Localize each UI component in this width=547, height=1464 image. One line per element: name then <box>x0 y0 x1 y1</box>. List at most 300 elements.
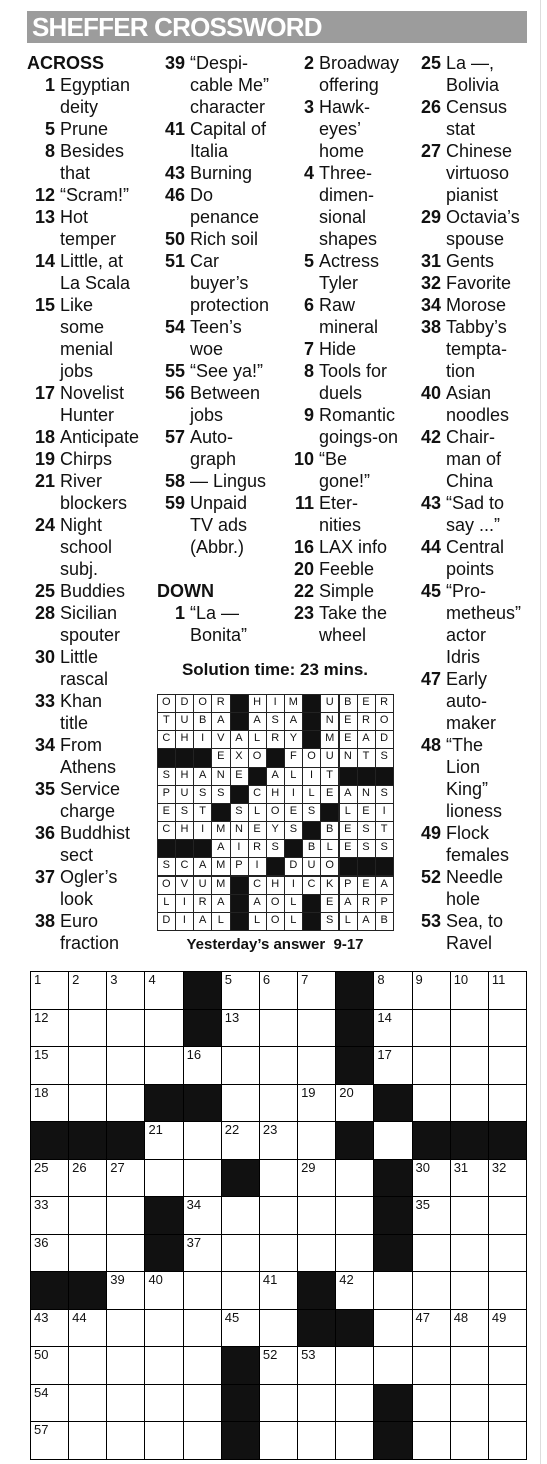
cell-number: 22 <box>224 1122 240 1138</box>
answer-black-square <box>175 748 194 767</box>
clue-down-8 <box>284 360 409 404</box>
solution-time: Solution time: 23 mins. <box>181 660 369 679</box>
grid-cell[interactable] <box>106 1271 145 1310</box>
grid-cell[interactable] <box>221 1046 260 1085</box>
grid-cell[interactable] <box>412 1309 451 1348</box>
grid-cell[interactable] <box>221 971 260 1010</box>
answer-letter: R <box>375 694 394 713</box>
answer-letter: A <box>193 912 212 931</box>
answer-letter: H <box>266 876 285 895</box>
grid-cell[interactable] <box>144 1346 183 1385</box>
answer-black-square <box>284 839 303 858</box>
clue-text: Khan title <box>60 691 103 733</box>
clue-across-36 <box>27 822 155 866</box>
answer-letter: U <box>193 876 212 895</box>
grid-cell[interactable] <box>106 1234 145 1273</box>
grid-cell[interactable] <box>30 1159 69 1198</box>
clue-across-18 <box>27 426 155 448</box>
clue-down-44 <box>411 536 539 580</box>
clue-text: Early auto- maker <box>446 669 497 733</box>
answer-letter: B <box>320 821 339 840</box>
grid-cell[interactable] <box>335 1271 374 1310</box>
grid-cell[interactable] <box>259 1046 298 1085</box>
clue-number: 30 <box>34 647 55 667</box>
clue-text: Eter- nities <box>319 493 362 535</box>
answer-letter: R <box>193 894 212 913</box>
grid-cell[interactable] <box>412 1046 451 1085</box>
cell-number: 45 <box>224 1309 240 1325</box>
grid-cell[interactable] <box>488 1234 527 1273</box>
grid-black-square <box>68 1271 107 1310</box>
grid-cell[interactable] <box>488 1271 527 1310</box>
grid-black-square <box>221 1384 260 1423</box>
grid-cell[interactable] <box>106 1309 145 1348</box>
clue-down-9 <box>284 404 409 448</box>
clue-down-32 <box>411 272 539 294</box>
grid-cell[interactable] <box>30 1421 69 1460</box>
answer-black-square <box>193 839 212 858</box>
grid-cell[interactable] <box>221 1309 260 1348</box>
grid-cell[interactable] <box>450 1309 489 1348</box>
grid-cell[interactable] <box>297 1196 336 1235</box>
clue-number: 11 <box>294 493 314 513</box>
grid-cell[interactable] <box>259 1084 298 1123</box>
grid-cell[interactable] <box>297 1046 336 1085</box>
grid-cell[interactable] <box>68 1384 107 1423</box>
clue-text: Chirps <box>60 449 113 469</box>
grid-cell[interactable] <box>335 1384 374 1423</box>
grid-cell[interactable] <box>450 971 489 1010</box>
grid-cell[interactable] <box>412 1159 451 1198</box>
clue-text: Little rascal <box>60 647 109 689</box>
grid-cell[interactable] <box>144 1046 183 1085</box>
clue-down-3 <box>284 96 409 162</box>
clue-number: 33 <box>34 691 55 711</box>
grid-cell[interactable] <box>144 1121 183 1160</box>
grid-cell[interactable] <box>297 1159 336 1198</box>
grid-cell[interactable] <box>488 1309 527 1348</box>
answer-letter: A <box>339 785 358 804</box>
grid-cell[interactable] <box>259 1159 298 1198</box>
answer-letter: I <box>302 767 321 786</box>
grid-black-square <box>183 1009 222 1048</box>
answer-letter: E <box>248 821 267 840</box>
clue-number: 49 <box>420 823 441 843</box>
grid-black-square <box>221 1421 260 1460</box>
grid-cell[interactable] <box>221 1234 260 1273</box>
clue-text: Needle hole <box>446 867 504 909</box>
grid-cell[interactable] <box>183 1234 222 1273</box>
grid-cell[interactable] <box>183 1271 222 1310</box>
answer-letter: A <box>211 839 230 858</box>
grid-cell[interactable] <box>412 1234 451 1273</box>
grid-cell[interactable] <box>335 1234 374 1273</box>
clue-across-24 <box>27 514 155 580</box>
grid-cell[interactable] <box>68 1234 107 1273</box>
grid-cell[interactable] <box>450 1046 489 1085</box>
grid-cell[interactable] <box>488 1196 527 1235</box>
clue-number: 45 <box>420 581 441 601</box>
grid-cell[interactable] <box>412 1384 451 1423</box>
clue-text: Gents <box>446 251 495 271</box>
grid-cell[interactable] <box>30 1046 69 1085</box>
grid-cell[interactable] <box>450 1234 489 1273</box>
grid-cell[interactable] <box>450 1346 489 1385</box>
cell-number: 40 <box>148 1272 163 1288</box>
answer-black-square <box>357 857 376 876</box>
answer-letter: V <box>211 730 230 749</box>
grid-cell[interactable] <box>183 1196 222 1235</box>
grid-cell[interactable] <box>221 1121 260 1160</box>
down-clues-column-2 <box>411 52 539 954</box>
grid-cell[interactable] <box>297 1384 336 1423</box>
answer-letter: L <box>339 803 358 822</box>
answer-letter: H <box>248 694 267 713</box>
grid-cell[interactable] <box>68 971 107 1010</box>
clue-text: From Athens <box>60 735 117 777</box>
clue-text: Chinese virtuoso pianist <box>446 141 513 205</box>
grid-cell[interactable] <box>183 1046 222 1085</box>
answer-black-square <box>211 803 230 822</box>
grid-cell[interactable] <box>488 1009 527 1048</box>
grid-cell[interactable] <box>373 1346 412 1385</box>
clue-text: “The Lion King” lioness <box>446 735 503 821</box>
clue-down-53 <box>411 910 539 954</box>
answer-letter: R <box>357 712 376 731</box>
answer-black-square <box>230 894 249 913</box>
answer-letter: S <box>157 767 176 786</box>
grid-cell[interactable] <box>30 1346 69 1385</box>
down-clues-column-1 <box>284 52 409 646</box>
grid-cell[interactable] <box>412 1009 451 1048</box>
clue-text: Novelist Hunter <box>60 383 125 425</box>
grid-cell[interactable] <box>68 1046 107 1085</box>
clue-number: 47 <box>420 669 441 689</box>
grid-cell[interactable] <box>335 1421 374 1460</box>
clue-text: Teen’s woe <box>190 317 242 359</box>
answer-black-square <box>193 748 212 767</box>
grid-cell[interactable] <box>30 971 69 1010</box>
answer-black-square <box>357 767 376 786</box>
grid-cell[interactable] <box>30 1309 69 1348</box>
clue-number: 28 <box>34 603 55 623</box>
grid-cell[interactable] <box>183 1309 222 1348</box>
answer-letter: P <box>230 857 249 876</box>
grid-black-square <box>144 1196 183 1235</box>
clue-across-50 <box>157 228 293 250</box>
grid-cell[interactable] <box>488 1421 527 1460</box>
cell-number: 9 <box>415 972 423 987</box>
answer-letter: S <box>211 785 230 804</box>
grid-cell[interactable] <box>221 1009 260 1048</box>
grid-cell[interactable] <box>488 1159 527 1198</box>
answer-letter: I <box>175 894 194 913</box>
grid-cell[interactable] <box>221 1271 260 1310</box>
answer-letter: O <box>266 803 285 822</box>
grid-cell[interactable] <box>450 1421 489 1460</box>
clue-across-19 <box>27 448 155 470</box>
grid-cell[interactable] <box>68 1084 107 1123</box>
grid-cell[interactable] <box>259 1271 298 1310</box>
grid-cell[interactable] <box>335 1159 374 1198</box>
clue-across-5 <box>27 118 155 140</box>
grid-cell[interactable] <box>259 1234 298 1273</box>
grid-cell[interactable] <box>68 1159 107 1198</box>
grid-black-square <box>335 1309 374 1348</box>
grid-black-square <box>183 971 222 1010</box>
yesterday-answer-grid <box>157 694 393 934</box>
grid-black-square <box>30 1121 69 1160</box>
grid-cell[interactable] <box>106 1046 145 1085</box>
grid-cell[interactable] <box>221 1196 260 1235</box>
grid-cell[interactable] <box>450 1009 489 1048</box>
grid-cell[interactable] <box>259 1196 298 1235</box>
grid-cell[interactable] <box>183 1159 222 1198</box>
grid-cell[interactable] <box>106 971 145 1010</box>
grid-cell[interactable] <box>488 1084 527 1123</box>
clue-number: 8 <box>44 141 55 161</box>
answer-black-square <box>302 912 321 931</box>
clue-text: Hawk- eyes’ home <box>319 97 371 161</box>
grid-black-square <box>335 1046 374 1085</box>
answer-letter: S <box>157 857 176 876</box>
clue-text: Raw mineral <box>319 295 379 337</box>
clue-number: 53 <box>420 911 441 931</box>
grid-cell[interactable] <box>412 1271 451 1310</box>
answer-letter: E <box>339 712 358 731</box>
grid-cell[interactable] <box>259 1384 298 1423</box>
grid-cell[interactable] <box>373 1271 412 1310</box>
grid-cell[interactable] <box>30 1234 69 1273</box>
clue-down-20 <box>284 558 409 580</box>
grid-cell[interactable] <box>259 971 298 1010</box>
grid-cell[interactable] <box>144 1009 183 1048</box>
clue-text: Capital of Italia <box>190 119 267 161</box>
grid-cell[interactable] <box>183 1384 222 1423</box>
grid-cell[interactable] <box>450 1384 489 1423</box>
clue-number: 34 <box>34 735 55 755</box>
clue-down-43 <box>411 492 539 536</box>
clue-across-15 <box>27 294 155 382</box>
grid-cell[interactable] <box>412 1421 451 1460</box>
cell-number: 41 <box>262 1272 278 1288</box>
grid-cell[interactable] <box>183 1346 222 1385</box>
answer-letter: S <box>266 712 285 731</box>
answer-letter: T <box>320 767 339 786</box>
grid-cell[interactable] <box>259 1346 298 1385</box>
grid-cell[interactable] <box>106 1421 145 1460</box>
clue-down-25 <box>411 52 539 96</box>
grid-cell[interactable] <box>450 1084 489 1123</box>
clue-down-22 <box>284 580 409 602</box>
grid-cell[interactable] <box>373 1121 412 1160</box>
clue-number: 25 <box>34 581 55 601</box>
answer-letter: N <box>357 785 376 804</box>
grid-black-square <box>450 1121 489 1160</box>
clue-number: 1 <box>44 75 55 95</box>
grid-cell[interactable] <box>412 971 451 1010</box>
cell-number: 1 <box>34 972 42 987</box>
clue-number: 10 <box>293 449 314 469</box>
grid-cell[interactable] <box>106 1196 145 1235</box>
answer-letter: N <box>211 767 230 786</box>
grid-cell[interactable] <box>297 1234 336 1273</box>
grid-cell[interactable] <box>450 1271 489 1310</box>
cell-number: 19 <box>301 1084 316 1100</box>
grid-cell[interactable] <box>144 1271 183 1310</box>
clue-down-10 <box>284 448 409 492</box>
answer-letter: O <box>266 912 285 931</box>
answer-letter: E <box>157 803 176 822</box>
grid-cell[interactable] <box>450 1159 489 1198</box>
grid-cell[interactable] <box>297 1421 336 1460</box>
grid-cell[interactable] <box>144 1309 183 1348</box>
grid-cell[interactable] <box>335 1346 374 1385</box>
grid-cell[interactable] <box>106 1159 145 1198</box>
answer-letter: B <box>339 694 358 713</box>
grid-black-square <box>373 1384 412 1423</box>
clue-across-17 <box>27 382 155 426</box>
grid-cell[interactable] <box>297 1121 336 1160</box>
grid-cell[interactable] <box>221 1084 260 1123</box>
clue-number: 17 <box>34 383 55 403</box>
answer-letter: B <box>193 712 212 731</box>
grid-black-square <box>297 1271 336 1310</box>
answer-letter: O <box>157 694 176 713</box>
grid-cell[interactable] <box>373 1009 412 1048</box>
grid-cell[interactable] <box>412 1196 451 1235</box>
clue-text: Flock females <box>446 823 510 865</box>
answer-letter: E <box>357 803 376 822</box>
grid-cell[interactable] <box>297 971 336 1010</box>
clue-text: River blockers <box>60 471 128 513</box>
answer-black-square <box>230 712 249 731</box>
grid-cell[interactable] <box>412 1346 451 1385</box>
grid-cell[interactable] <box>68 1421 107 1460</box>
grid-cell[interactable] <box>488 1346 527 1385</box>
grid-cell[interactable] <box>68 1009 107 1048</box>
answer-letter: I <box>266 694 285 713</box>
cell-number: 13 <box>224 1009 240 1025</box>
answer-letter: E <box>357 876 376 895</box>
answer-letter: D <box>375 730 394 749</box>
grid-cell[interactable] <box>259 1121 298 1160</box>
clue-number: 59 <box>164 493 185 513</box>
answer-letter: F <box>284 748 303 767</box>
clue-text: Hide <box>319 339 357 359</box>
grid-black-square <box>373 1084 412 1123</box>
clue-number: 3 <box>303 97 314 117</box>
grid-cell[interactable] <box>450 1196 489 1235</box>
answer-letter: C <box>302 876 321 895</box>
grid-cell[interactable] <box>488 1384 527 1423</box>
grid-cell[interactable] <box>259 1309 298 1348</box>
clue-text: Three- dimen- sional shapes <box>319 163 378 249</box>
answer-letter: L <box>211 912 230 931</box>
answer-letter: H <box>175 730 194 749</box>
grid-cell[interactable] <box>106 1384 145 1423</box>
clue-across-41 <box>157 118 293 162</box>
cell-number: 49 <box>491 1309 507 1325</box>
answer-letter: A <box>266 767 285 786</box>
clue-number: 46 <box>164 185 185 205</box>
grid-cell[interactable] <box>335 1196 374 1235</box>
grid-cell[interactable] <box>488 1046 527 1085</box>
grid-cell[interactable] <box>106 1084 145 1123</box>
grid-cell[interactable] <box>183 1421 222 1460</box>
cell-number: 8 <box>377 972 385 987</box>
grid-cell[interactable] <box>144 971 183 1010</box>
grid-cell[interactable] <box>297 1084 336 1123</box>
grid-cell[interactable] <box>183 1121 222 1160</box>
answer-letter: X <box>230 748 249 767</box>
clue-number: 5 <box>44 119 55 139</box>
grid-cell[interactable] <box>373 1309 412 1348</box>
grid-cell[interactable] <box>68 1309 107 1348</box>
grid-cell[interactable] <box>106 1346 145 1385</box>
grid-cell[interactable] <box>68 1196 107 1235</box>
grid-cell[interactable] <box>30 1084 69 1123</box>
clue-text: — Lingus <box>190 471 267 491</box>
clue-text: Night school subj. <box>60 515 113 579</box>
answer-letter: A <box>193 767 212 786</box>
clue-text: “See ya!” <box>190 361 264 381</box>
grid-cell[interactable] <box>30 1384 69 1423</box>
clue-number: 44 <box>420 537 441 557</box>
answer-letter: E <box>211 748 230 767</box>
answer-letter: S <box>375 785 394 804</box>
answer-letter: C <box>248 876 267 895</box>
grid-cell[interactable] <box>259 1009 298 1048</box>
cell-number: 30 <box>415 1159 430 1175</box>
answer-letter: E <box>230 767 249 786</box>
clue-across-57 <box>157 426 293 470</box>
clue-text: Sicilian spouter <box>60 603 121 645</box>
grid-cell[interactable] <box>297 1009 336 1048</box>
clue-number: 4 <box>303 163 314 183</box>
grid-cell[interactable] <box>106 1009 145 1048</box>
answer-letter: N <box>320 712 339 731</box>
grid-cell[interactable] <box>259 1421 298 1460</box>
grid-cell[interactable] <box>144 1384 183 1423</box>
grid-cell[interactable] <box>144 1159 183 1198</box>
grid-cell[interactable] <box>30 1196 69 1235</box>
answer-letter: O <box>302 748 321 767</box>
grid-cell[interactable] <box>297 1346 336 1385</box>
grid-cell[interactable] <box>373 1046 412 1085</box>
answer-letter: R <box>248 839 267 858</box>
grid-cell[interactable] <box>488 971 527 1010</box>
grid-cell[interactable] <box>373 971 412 1010</box>
grid-cell[interactable] <box>335 1084 374 1123</box>
clue-across-25 <box>27 580 155 602</box>
answer-black-square <box>302 694 321 713</box>
clue-text: Broadway offering <box>319 53 400 95</box>
clue-across-55 <box>157 360 293 382</box>
grid-cell[interactable] <box>30 1009 69 1048</box>
clue-number: 58 <box>164 471 185 491</box>
answer-letter: S <box>175 803 194 822</box>
grid-cell[interactable] <box>412 1084 451 1123</box>
clue-text: Asian noodles <box>446 383 510 425</box>
clue-text: Buddies <box>60 581 126 601</box>
cell-number: 15 <box>34 1047 49 1063</box>
clue-text: “Scram!” <box>60 185 129 205</box>
grid-cell[interactable] <box>68 1346 107 1385</box>
grid-cell[interactable] <box>144 1421 183 1460</box>
answer-letter: Y <box>284 730 303 749</box>
cell-number: 26 <box>72 1159 87 1175</box>
